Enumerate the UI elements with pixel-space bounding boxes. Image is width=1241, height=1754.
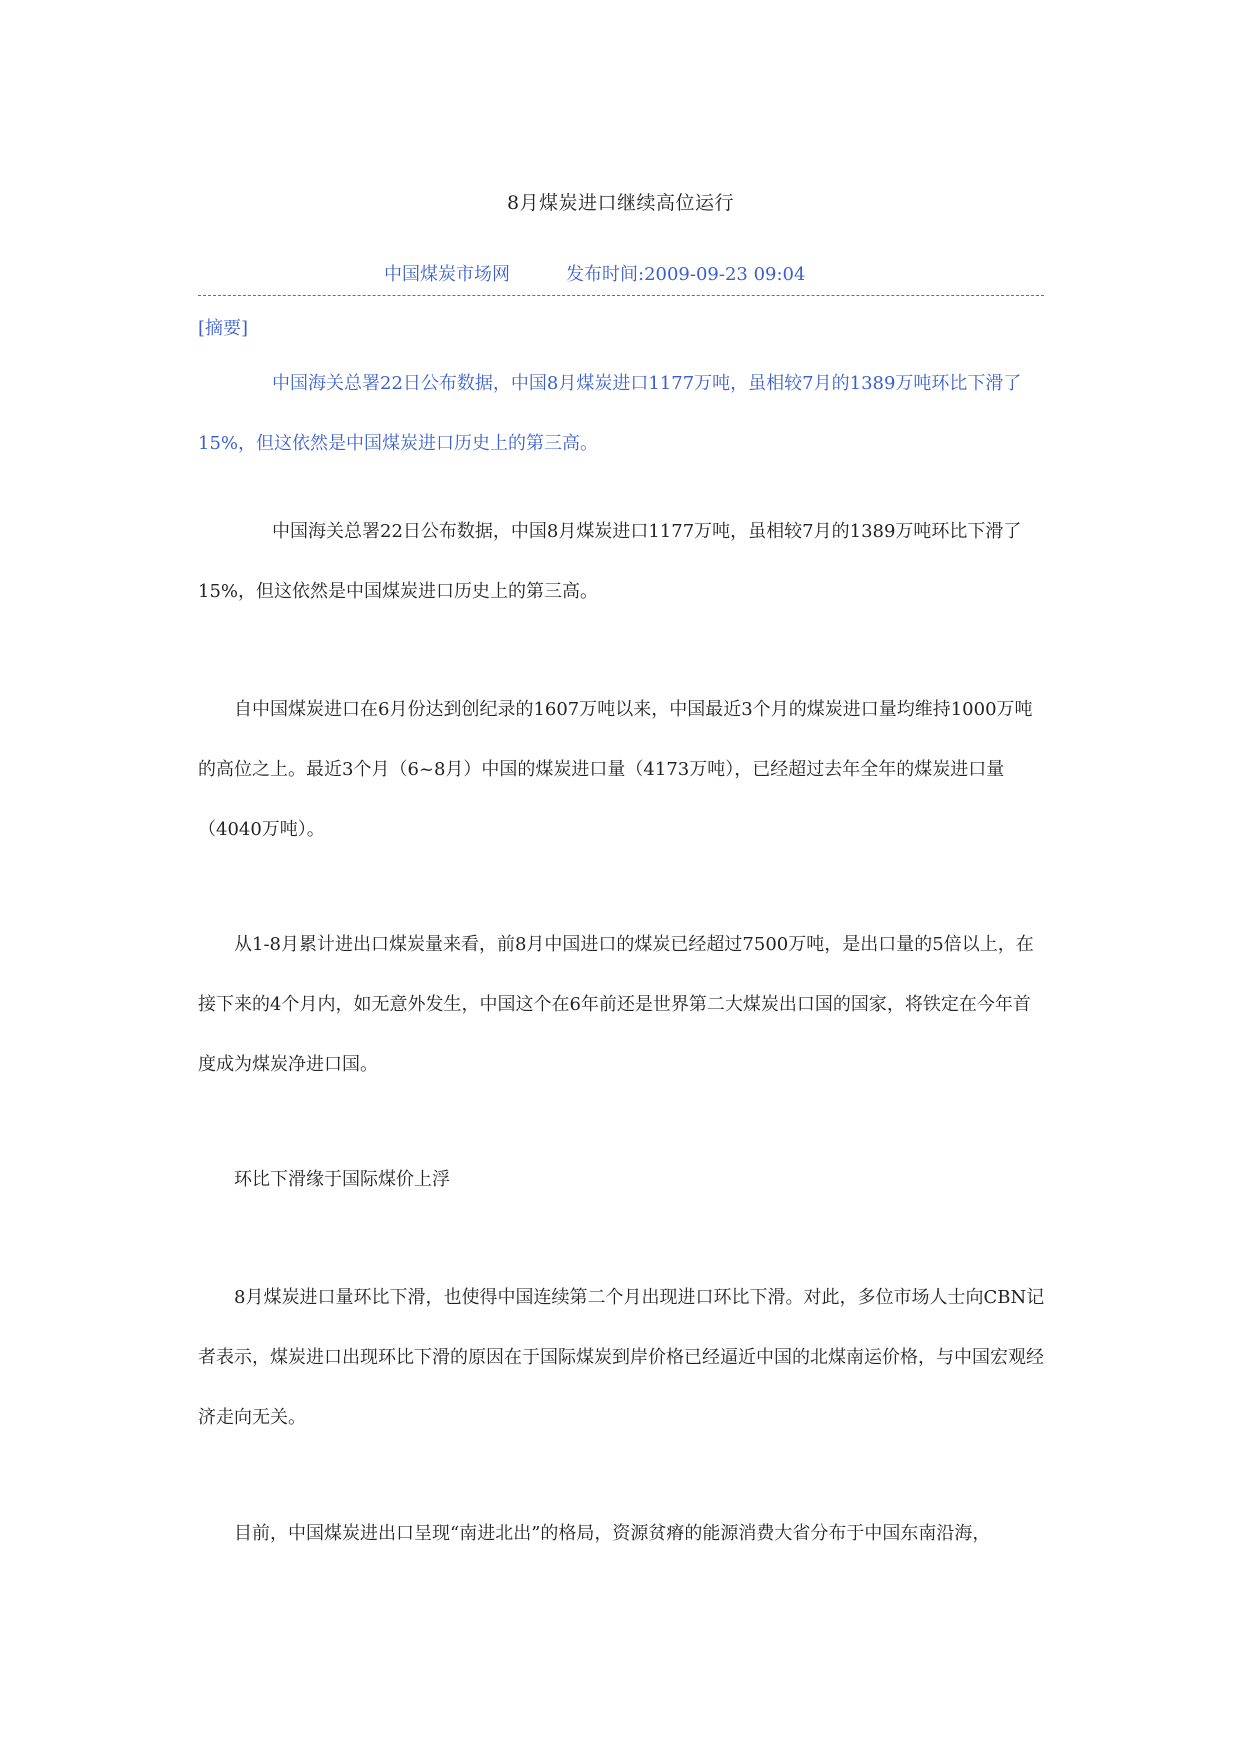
body-paragraph-1: 中国海关总署22日公布数据，中国8月煤炭进口1177万吨，虽相较7月的1389万吨环比下滑了15%，但这依然是中国煤炭进口历史上的第三高。	[198, 521, 1022, 602]
summary-paragraph: 中国海关总署22日公布数据，中国8月煤炭进口1177万吨，虽相较7月的1389万吨环比下滑了15%，但这依然是中国煤炭进口历史上的第三高。	[198, 373, 1022, 454]
body-paragraph-3: 从1-8月累计进出口煤炭量来看，前8月中国进口的煤炭已经超过7500万吨，是出口量的5倍以上，在接下来的4个月内，如无意外发生，中国这个在6年前还是世界第二大煤炭出口国的国家，将铁定在今年首度成为煤炭净进口国。	[198, 934, 1034, 1075]
body-paragraph-2: 自中国煤炭进口在6月份达到创纪录的1607万吨以来，中国最近3个月的煤炭进口量均维持1000万吨的高位之上。最近3个月（6~8月）中国的煤炭进口量（4173万吨），已经超过去年全年的煤炭进口量（4040万吨）。	[198, 699, 1033, 840]
article-meta	[384, 260, 805, 286]
section-heading: 环比下滑缘于国际煤价上浮	[234, 1169, 450, 1190]
source-link[interactable]: 中国煤炭市场网	[384, 264, 510, 285]
summary-label: [摘要]	[198, 318, 249, 339]
body-paragraph-4: 8月煤炭进口量环比下滑，也使得中国连续第二个月出现进口环比下滑。对此，多位市场人士向CBN记者表示，煤炭进口出现环比下滑的原因在于国际煤炭到岸价格已经逼近中国的北煤南运价格，与中国宏观经济走向无关。	[198, 1287, 1045, 1428]
dashed-divider	[198, 295, 1044, 296]
publish-time: 发布时间:2009-09-23 09:04	[566, 264, 806, 285]
body-paragraph-5: 目前，中国煤炭进出口呈现“南进北出”的格局，资源贫瘠的能源消费大省分布于中国东南沿海，	[234, 1523, 991, 1544]
article-title: 8月煤炭进口继续高位运行	[506, 192, 735, 214]
